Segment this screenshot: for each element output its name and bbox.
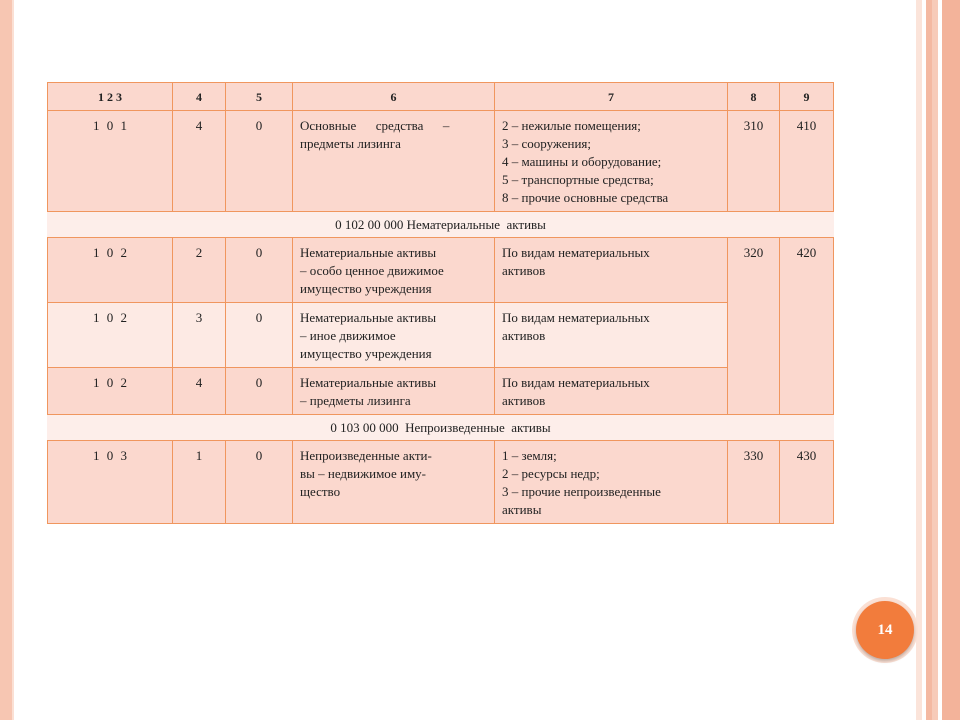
table-row: [48, 368, 834, 415]
col4-cell: 2: [173, 238, 226, 303]
header-cell-9: 9: [780, 83, 834, 111]
type-line: активов: [502, 263, 546, 278]
col5-cell: 0: [226, 238, 293, 303]
col5-cell: 0: [226, 368, 293, 415]
col9-cell: 410: [780, 111, 834, 212]
slide-frame-left-line: [12, 0, 14, 720]
codes-cell: 1 0 2: [48, 238, 173, 303]
type-line: 2 – ресурсы недр;: [502, 466, 600, 481]
page-number-badge: 14: [856, 601, 914, 659]
slide-frame-left: [0, 0, 12, 720]
header-cell-5: 5: [226, 83, 293, 111]
codes-cell: 1 0 3: [48, 441, 173, 524]
name-cell: [293, 303, 495, 368]
col4-cell: 1: [173, 441, 226, 524]
type-line: По видам нематериальных: [502, 310, 650, 325]
types-cell: [495, 441, 728, 524]
type-line: По видам нематериальных: [502, 375, 650, 390]
section-title: 0 102 00 000 Нематериальные активы: [48, 212, 834, 238]
col8-cell: 320: [728, 238, 780, 415]
types-cell: [495, 111, 728, 212]
name-cell: [293, 441, 495, 524]
type-line: 5 – транспортные средства;: [502, 172, 654, 187]
col8-cell: 310: [728, 111, 780, 212]
slide-frame-right: [916, 0, 960, 720]
type-line: 4 – машины и оборудование;: [502, 154, 662, 169]
type-line: 3 – сооружения;: [502, 136, 592, 151]
col8-cell: 330: [728, 441, 780, 524]
type-line: активов: [502, 328, 546, 343]
header-cell-4: 4: [173, 83, 226, 111]
name-line: Основные средства –: [300, 118, 450, 133]
name-cell: [293, 368, 495, 415]
name-cell: [293, 111, 495, 212]
type-line: 8 – прочие основные средства: [502, 190, 669, 205]
col4-cell: 4: [173, 111, 226, 212]
type-line: 1 – земля;: [502, 448, 557, 463]
header-cell-7: 7: [495, 83, 728, 111]
type-line: 2 – нежилые помещения;: [502, 118, 641, 133]
types-cell: [495, 368, 728, 415]
header-cell-6: 6: [293, 83, 495, 111]
name-line: предметы лизинга: [300, 136, 401, 151]
name-cell: [293, 238, 495, 303]
table-row: [48, 111, 834, 212]
section-title: 0 103 00 000 Непроизведенные активы: [48, 415, 834, 441]
col5-cell: 0: [226, 111, 293, 212]
section-row: [48, 212, 834, 238]
codes-cell: 1 0 1: [48, 111, 173, 212]
types-cell: [495, 303, 728, 368]
name-line: вы – недвижимое иму-: [300, 466, 426, 481]
name-line: Нематериальные активы: [300, 245, 437, 260]
col4-cell: 3: [173, 303, 226, 368]
table-header-row: [48, 83, 834, 111]
type-line: По видам нематериальных: [502, 245, 650, 260]
name-line: Нематериальные активы: [300, 375, 437, 390]
col5-cell: 0: [226, 441, 293, 524]
name-line: имущество учреждения: [300, 281, 432, 296]
type-line: активы: [502, 502, 542, 517]
name-line: Нематериальные активы: [300, 310, 437, 325]
codes-cell: 1 0 2: [48, 303, 173, 368]
name-line: Непроизведенные акти-: [300, 448, 432, 463]
col5-cell: 0: [226, 303, 293, 368]
name-line: – предметы лизинга: [300, 393, 411, 408]
table-row: [48, 441, 834, 524]
type-line: 3 – прочие непроизведенные: [502, 484, 661, 499]
col9-cell: 420: [780, 238, 834, 415]
col9-cell: 430: [780, 441, 834, 524]
header-cell-1-3: 1 2 3: [48, 83, 173, 111]
type-line: активов: [502, 393, 546, 408]
header-cell-8: 8: [728, 83, 780, 111]
name-line: имущество учреждения: [300, 346, 432, 361]
name-line: – особо ценное движимое: [300, 263, 444, 278]
table-row: [48, 238, 834, 303]
name-line: щество: [300, 484, 341, 499]
table-row: [48, 303, 834, 368]
section-row: [48, 415, 834, 441]
codes-cell: 1 0 2: [48, 368, 173, 415]
col4-cell: 4: [173, 368, 226, 415]
name-line: – иное движимое: [300, 328, 396, 343]
types-cell: [495, 238, 728, 303]
accounts-table: [47, 82, 834, 524]
